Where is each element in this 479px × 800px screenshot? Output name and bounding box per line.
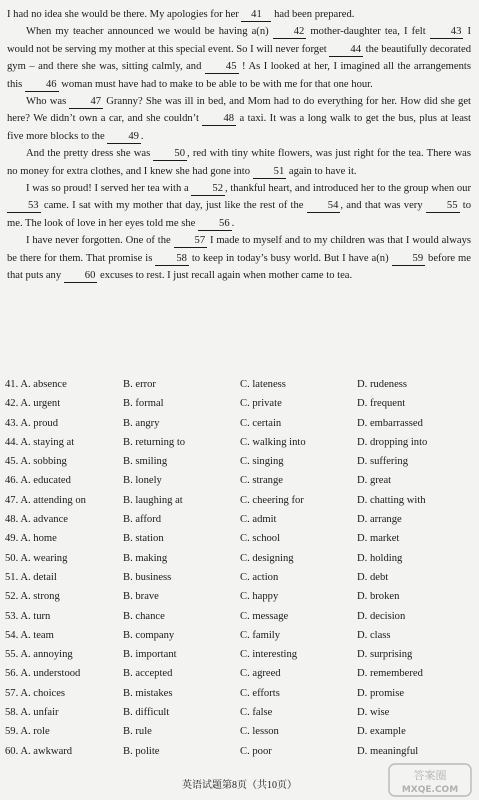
passage-text: a taxi. It was a long walk to get the bus, plus at least five more blocks to the [7, 113, 471, 142]
option-text: A. annoying [20, 649, 73, 661]
question-row [5, 570, 475, 589]
option-d: D. holding [357, 552, 403, 564]
option-b: B. laughing at [123, 494, 183, 506]
option-text: A. sobbing [20, 456, 67, 468]
cloze-blank: 50 [153, 148, 187, 161]
option-text: A. strong [20, 591, 60, 603]
option-d: D. dropping into [357, 436, 428, 448]
passage-text: , and that was very [340, 200, 426, 212]
option-text: A. advance [20, 514, 68, 526]
answer-options [5, 377, 475, 763]
passage-text: , red with tiny white flowers, was just right for the tea. There was no money for extra clothes, and I knew she had gone into [7, 148, 472, 177]
passage-text: the beautifully decorated gym – and there she was, sitting calmly, and [7, 43, 471, 73]
question-row [5, 551, 475, 570]
option-d: D. class [357, 629, 391, 641]
option-a [5, 379, 67, 390]
option-c: C. school [240, 533, 281, 545]
option-d: D. meaningful [357, 745, 419, 757]
question-number: 49. [5, 533, 19, 545]
option-b: B. afford [123, 514, 162, 526]
option-b: B. company [123, 629, 175, 641]
option-b: B. brave [123, 591, 159, 603]
passage-text: I made to myself and to my children was that I would always be there for them. That promise is [7, 235, 471, 264]
option-c: C. interesting [240, 649, 298, 661]
option-a [5, 746, 72, 757]
passage-text: came. I sat with my mother that day, just like the rest of the [40, 200, 307, 212]
option-d: D. example [357, 726, 406, 738]
option-a [5, 649, 73, 660]
question-row [5, 686, 475, 705]
question-row [5, 512, 475, 531]
passage-text: And the pretty dress she was [26, 148, 154, 160]
option-b: B. smiling [123, 456, 168, 468]
option-d: D. promise [357, 687, 405, 699]
option-c: C. private [240, 398, 282, 410]
question-number: 45. [5, 456, 19, 468]
option-b: B. error [123, 379, 156, 390]
option-b: B. lonely [123, 475, 162, 487]
option-c: C. family [240, 629, 281, 641]
option-d: D. decision [357, 610, 406, 622]
passage-text: to keep in today’s busy world. But I have a(n) [188, 252, 392, 264]
option-text: A. attending on [20, 494, 86, 506]
option-d: D. chatting with [357, 494, 426, 506]
cloze-blank: 45 [205, 61, 239, 74]
option-d: D. frequent [357, 398, 406, 410]
option-text: A. home [20, 533, 57, 545]
passage-text: before me that puts any [7, 252, 471, 282]
question-number: 43. [5, 417, 19, 429]
option-c: C. lesson [240, 726, 279, 738]
option-text: A. unfair [20, 707, 59, 719]
question-row [5, 493, 475, 512]
cloze-blank: 51 [253, 166, 287, 179]
option-a [5, 572, 57, 583]
question-row [5, 705, 475, 724]
cloze-blank: 46 [25, 79, 59, 92]
passage-text: ! As I looked at her, I imagined all the arrangements this [7, 61, 471, 90]
option-d: D. wise [357, 707, 390, 719]
option-c: C. cheering for [240, 494, 304, 506]
passage-paragraph [7, 6, 471, 23]
option-c: C. strange [240, 475, 283, 487]
question-number: 41. [5, 379, 19, 390]
option-c: C. action [240, 571, 279, 583]
question-row [5, 609, 475, 628]
question-number: 50. [5, 552, 19, 564]
option-text: A. awkward [20, 745, 73, 757]
option-b: B. difficult [123, 707, 170, 719]
option-a [5, 726, 50, 737]
passage-text: I have never forgotten. One of the [26, 235, 174, 247]
svg-text:MXQE.COM: MXQE.COM [401, 785, 459, 795]
question-row [5, 666, 475, 685]
svg-text:答案圈: 答案圈 [413, 769, 447, 782]
question-number: 54. [5, 629, 19, 641]
cloze-blank: 41 [241, 9, 271, 22]
option-b: B. station [123, 533, 164, 545]
question-row [5, 435, 475, 454]
question-number: 56. [5, 668, 19, 680]
option-d: D. surprising [357, 649, 413, 661]
option-b: B. returning to [123, 436, 186, 448]
question-row [5, 724, 475, 743]
option-b: B. important [123, 649, 177, 661]
passage-text: Who was [26, 96, 70, 108]
question-row [5, 473, 475, 492]
option-text: A. turn [20, 610, 51, 622]
cloze-blank: 44 [329, 44, 363, 57]
cloze-blank: 60 [64, 270, 98, 283]
option-a [5, 707, 59, 718]
option-d: D. broken [357, 591, 400, 603]
passage-paragraph [7, 145, 471, 180]
option-b: B. angry [123, 417, 160, 429]
question-number: 44. [5, 436, 19, 448]
cloze-blank: 55 [426, 200, 460, 213]
question-number: 53. [5, 610, 19, 622]
option-a [5, 514, 68, 525]
option-text: A. staying at [20, 436, 75, 448]
option-d: D. debt [357, 571, 389, 583]
option-c: C. singing [240, 456, 284, 468]
page-footer: 英语试题第8页（共10页） [182, 780, 297, 791]
option-text: A. wearing [20, 552, 68, 564]
cloze-blank: 52 [191, 183, 225, 196]
passage-text: again to have it. [286, 165, 357, 177]
option-text: A. proud [20, 417, 58, 429]
option-b: B. mistakes [123, 687, 173, 699]
option-a [5, 630, 54, 641]
option-c: C. efforts [240, 687, 280, 699]
question-number: 51. [5, 571, 19, 583]
option-c: C. certain [240, 417, 282, 429]
question-row [5, 454, 475, 473]
question-row [5, 396, 475, 415]
option-a [5, 418, 58, 429]
question-number: 59. [5, 726, 19, 738]
option-d: D. market [357, 533, 400, 545]
option-a [5, 437, 74, 448]
option-b: B. business [123, 571, 172, 583]
question-row [5, 377, 475, 396]
option-c: C. agreed [240, 668, 281, 680]
passage-text: , thankful heart, and introduced her to the group when our [224, 183, 471, 195]
option-text: A. educated [20, 475, 71, 487]
option-text: A. role [20, 726, 50, 738]
passage-paragraph [7, 232, 471, 284]
cloze-blank: 42 [273, 26, 307, 39]
passage-paragraph [7, 180, 471, 232]
question-number: 52. [5, 591, 19, 603]
passage-text: Granny? She was ill in bed, and Mom had to do everything for her. How did she get here? We didn’t own a car, and she couldn’t [7, 96, 471, 125]
option-a [5, 668, 80, 679]
option-text: A. absence [20, 379, 67, 390]
option-c: C. walking into [240, 436, 306, 448]
option-b: B. chance [123, 610, 165, 622]
option-b: B. polite [123, 745, 160, 757]
cloze-blank: 43 [430, 26, 464, 39]
option-a [5, 688, 65, 699]
passage-text: . [231, 217, 235, 229]
question-number: 55. [5, 649, 19, 661]
passage-text: had been prepared. [271, 9, 355, 20]
option-a [5, 611, 50, 622]
cloze-blank: 49 [107, 131, 141, 144]
option-text: A. understood [20, 668, 81, 680]
cloze-passage [7, 6, 471, 285]
option-b: B. rule [123, 726, 152, 738]
passage-text: When my teacher announced we would be having a(n) [26, 26, 273, 38]
option-d: D. arrange [357, 514, 402, 526]
option-d: D. great [357, 475, 392, 487]
question-number: 46. [5, 475, 19, 487]
passage-paragraph [7, 93, 471, 145]
option-text: A. choices [20, 687, 66, 699]
passage-text: mother-daughter tea, I felt [306, 26, 430, 38]
option-a [5, 398, 60, 409]
question-row [5, 416, 475, 435]
cloze-blank: 54 [307, 200, 341, 213]
question-row [5, 628, 475, 647]
passage-text: to me. The look of love in her eyes told me she [7, 200, 472, 229]
cloze-blank: 58 [155, 253, 189, 266]
option-c: C. false [240, 707, 273, 719]
option-b: B. making [123, 552, 168, 564]
option-a [5, 591, 60, 602]
passage-text: I was so proud! I served her tea with a [26, 183, 192, 195]
option-c: C. lateness [240, 379, 286, 390]
cloze-blank: 48 [202, 113, 236, 126]
passage-paragraph [7, 23, 471, 93]
question-number: 42. [5, 398, 19, 410]
cloze-blank: 47 [69, 96, 103, 109]
option-c: C. message [240, 610, 289, 622]
question-row [5, 647, 475, 666]
option-d: D. embarrassed [357, 417, 423, 429]
option-a [5, 553, 67, 564]
option-a [5, 456, 67, 467]
option-d: D. rudeness [357, 379, 408, 390]
site-watermark-icon [387, 762, 473, 798]
option-d: D. suffering [357, 456, 408, 468]
passage-text: I would not be serving my mother at this special event. So I will never forget [7, 26, 471, 55]
cloze-blank: 56 [198, 218, 232, 231]
question-number: 48. [5, 514, 19, 526]
option-c: C. happy [240, 591, 279, 603]
cloze-blank: 59 [392, 253, 426, 266]
question-number: 60. [5, 745, 19, 757]
cloze-blank: 53 [7, 200, 41, 213]
option-a [5, 495, 86, 506]
question-number: 57. [5, 687, 19, 699]
option-c: C. designing [240, 552, 294, 564]
option-a [5, 533, 57, 544]
question-row [5, 744, 475, 763]
question-row [5, 589, 475, 608]
option-text: A. urgent [20, 398, 61, 410]
option-text: A. team [20, 629, 54, 641]
passage-text: woman must have had to make to be able to be with me for that one hour. [58, 78, 373, 90]
option-d: D. remembered [357, 668, 423, 680]
passage-text: I had no idea she would be there. My apologies for her [7, 9, 242, 20]
option-text: A. detail [20, 571, 57, 583]
passage-text: excuses to rest. I just recall again when mother came to tea. [97, 270, 353, 282]
option-c: C. admit [240, 514, 277, 526]
question-row [5, 531, 475, 550]
cloze-blank: 57 [174, 235, 208, 248]
question-number: 47. [5, 494, 19, 506]
option-a [5, 475, 71, 486]
option-b: B. formal [123, 398, 164, 410]
option-b: B. accepted [123, 668, 173, 680]
passage-text: . [140, 130, 144, 142]
question-number: 58. [5, 707, 19, 719]
option-c: C. poor [240, 745, 272, 757]
